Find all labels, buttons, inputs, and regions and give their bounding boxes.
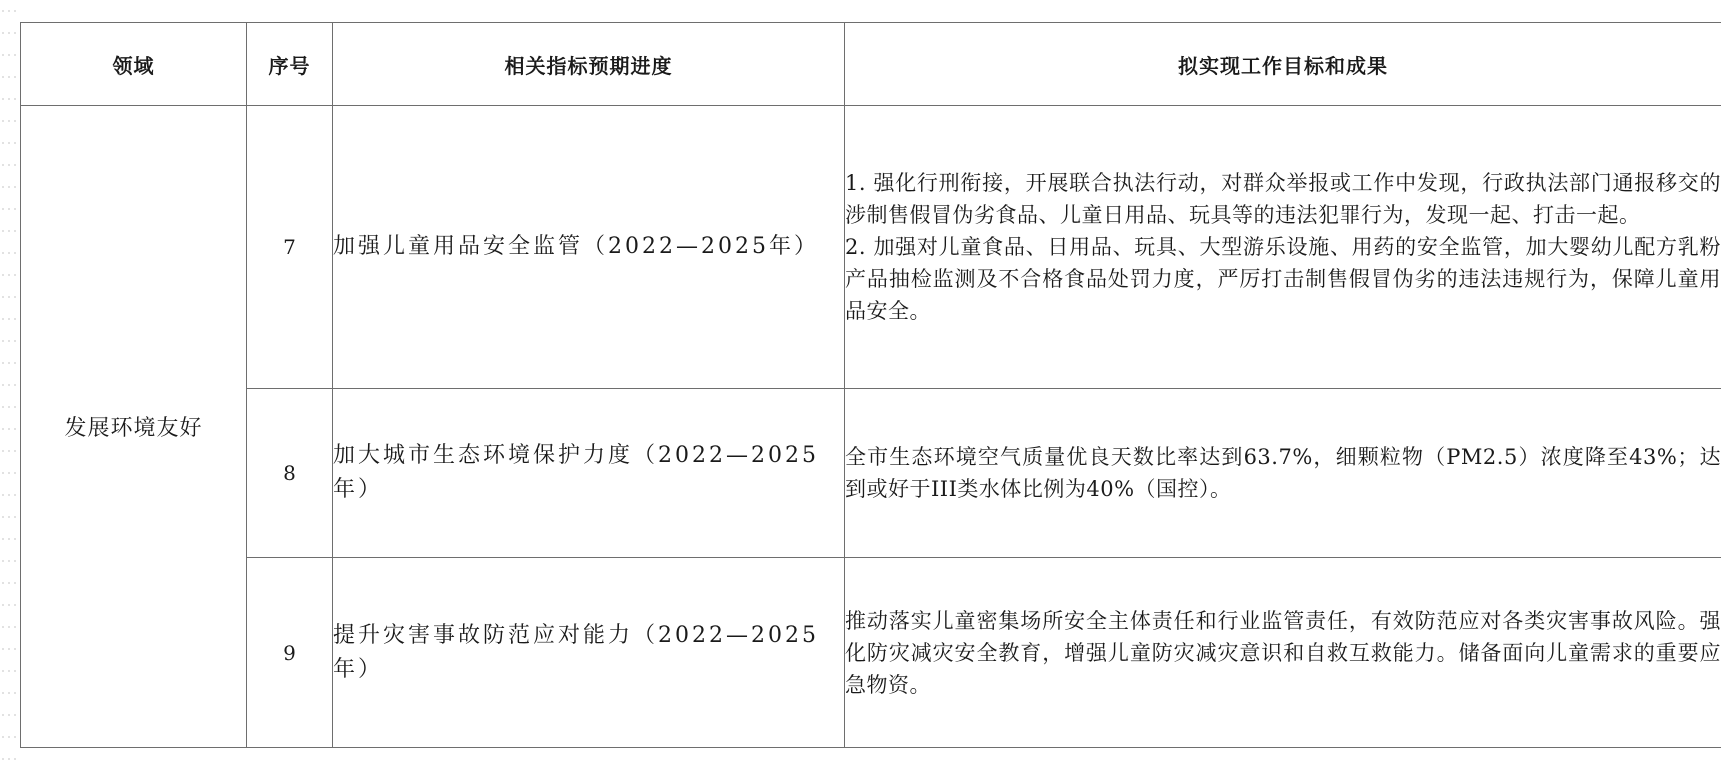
goal-paragraph: 1. 强化行刑衔接，开展联合执法行动，对群众举报或工作中发现，行政执法部门通报移交的涉制售假冒伪劣食品、儿童日用品、玩具等的违法犯罪行为，发现一起、打击一起。 — [845, 171, 1721, 227]
header-indicator: 相关指标预期进度 — [333, 23, 845, 106]
goal-paragraph: 全市生态环境空气质量优良天数比率达到63.7%，细颗粒物（PM2.5）浓度降至43%；达到或好于III类水体比例为40%（国控）。 — [845, 445, 1721, 501]
table-row — [21, 106, 1721, 389]
header-goal: 拟实现工作目标和成果 — [845, 23, 1721, 106]
scan-edge-artifact — [0, 0, 18, 775]
goal-paragraph: 2. 加强对儿童食品、日用品、玩具、大型游乐设施、用药的安全监管，加大婴幼儿配方乳粉产品抽检监测及不合格食品处罚力度，严厉打击制售假冒伪劣的违法违规行为，保障儿童用品安全。 — [845, 235, 1721, 323]
table-row — [21, 389, 1721, 558]
table-header-row — [21, 23, 1721, 106]
work-plan-table — [20, 22, 1721, 748]
goal-paragraph: 推动落实儿童密集场所安全主体责任和行业监管责任，有效防范应对各类灾害事故风险。强化防灾减灾安全教育，增强儿童防灾减灾意识和自救互救能力。储备面向儿童需求的重要应急物资。 — [845, 608, 1721, 697]
seq-cell: 8 — [247, 389, 333, 558]
domain-cell: 发展环境友好 — [21, 106, 247, 748]
seq-cell: 7 — [247, 106, 333, 389]
header-domain: 领域 — [21, 23, 247, 106]
seq-cell: 9 — [247, 558, 333, 748]
indicator-cell: 提升灾害事故防范应对能力（2022—2025年） — [333, 558, 845, 748]
goal-cell — [845, 558, 1721, 748]
goal-cell — [845, 389, 1721, 558]
indicator-cell: 加强儿童用品安全监管（2022—2025年） — [333, 106, 845, 389]
table-row — [21, 558, 1721, 748]
indicator-cell: 加大城市生态环境保护力度（2022—2025年） — [333, 389, 845, 558]
goal-cell — [845, 106, 1721, 389]
header-seq: 序号 — [247, 23, 333, 106]
